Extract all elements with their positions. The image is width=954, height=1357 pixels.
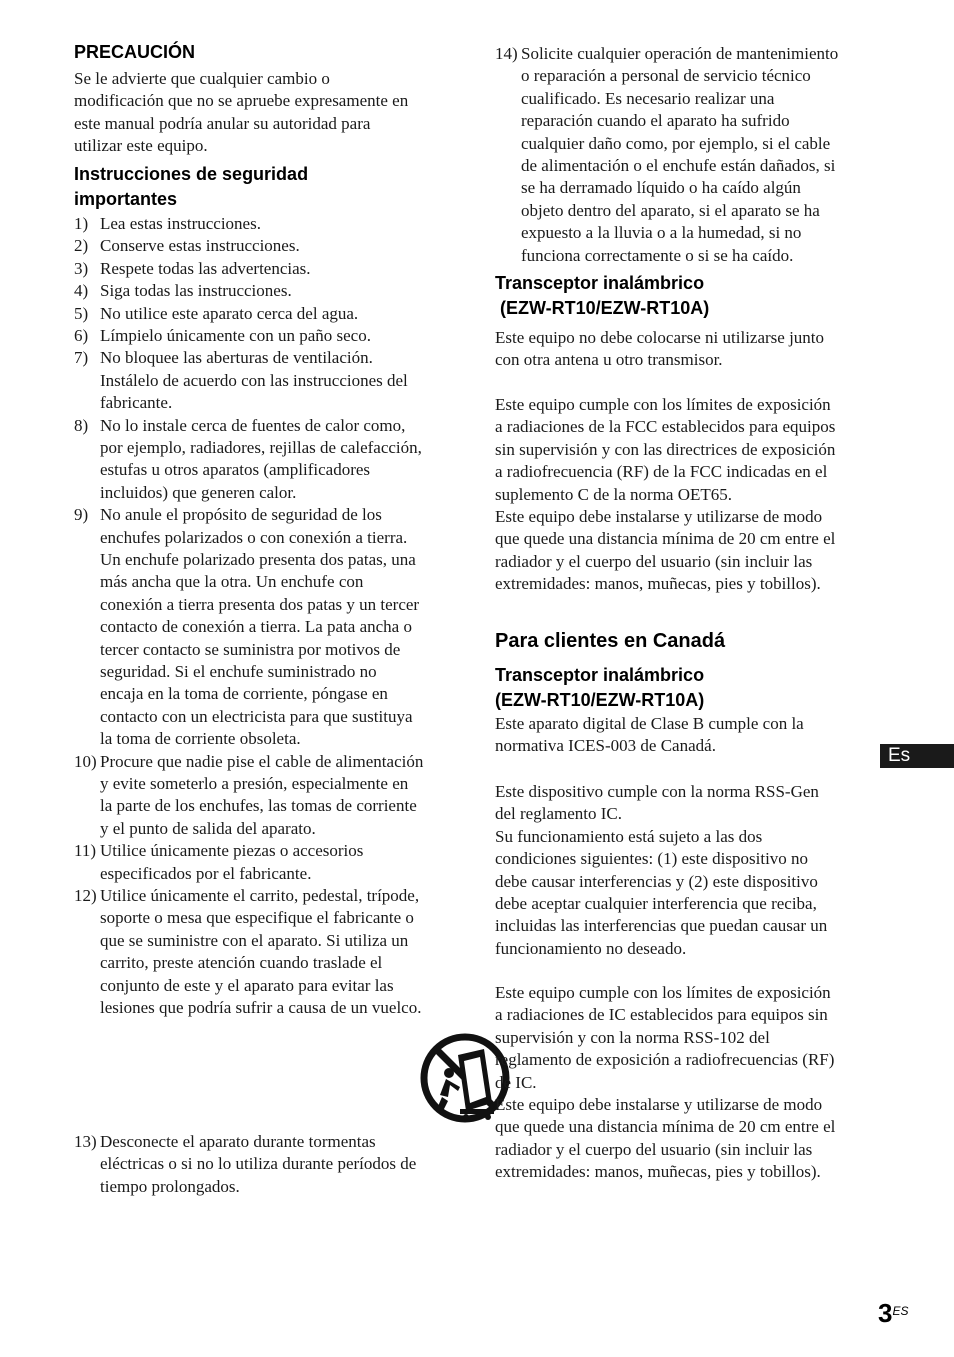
language-tab: Es <box>880 744 954 768</box>
canada-heading: Para clientes en Canadá <box>495 630 726 652</box>
text-line: Este equipo cumple con los límites de exposición <box>495 983 831 1002</box>
list-number: 1) <box>74 214 89 233</box>
text-line: Desconecte el aparato durante tormentas <box>100 1132 376 1151</box>
text-line: Este equipo cumple con los límites de exposición <box>495 395 831 414</box>
text-line: sin supervisión y con las directrices de exposición <box>495 439 836 459</box>
text-line: supervisión y con la norma RSS-102 del <box>495 1027 770 1047</box>
text-line: seguridad. Si el enchufe suministrado no <box>100 661 377 681</box>
precaucion-heading: PRECAUCIÓN <box>74 42 196 62</box>
text-line: No anule el propósito de seguridad de los <box>100 505 382 525</box>
text-line: Solicite cualquier operación de mantenimiento <box>521 44 839 63</box>
text-line: eléctricas o si no lo utiliza durante períodos de <box>100 1154 417 1174</box>
text-line: Respete todas las advertencias. <box>100 258 311 278</box>
list-number: 13) <box>74 1132 97 1151</box>
text-line: la toma de corriente obsoleta. <box>100 729 301 749</box>
text-line: y evite someterlo a presión, especialmente en <box>100 773 409 793</box>
text-line: Instálelo de acuerdo con las instrucciones del <box>100 370 408 390</box>
text-line: especificados por el fabricante. <box>100 863 312 883</box>
precaucion-text: Se le advierte que cualquier cambio o modificación que no se apruebe expresamente en este manual podría anular su autoridad para utilizar este equipo. <box>74 69 409 156</box>
text-line: tiempo prolongados. <box>100 1176 240 1196</box>
text-line: Conserve estas instrucciones. <box>100 236 300 256</box>
text-line: Lea estas instrucciones. <box>100 214 261 233</box>
text-line: funcionamiento no deseado. <box>495 938 687 958</box>
text-line: o reparación a personal de servicio técnico <box>521 66 811 86</box>
text-line: se ha derramado líquido o ha caído algún <box>521 178 801 198</box>
transceptor-paragraph-1 <box>495 327 824 372</box>
text-line: contacto de conexión a tierra. La pata ancha o <box>100 617 412 637</box>
list-text <box>100 303 358 325</box>
list-number: 9) <box>74 505 89 525</box>
text-line: a radiaciones de IC establecidos para equipos sin <box>495 1005 828 1025</box>
text-line: conjunto de este y el aparato para evitar las <box>100 975 394 995</box>
list-text <box>521 43 838 267</box>
list-text <box>100 235 300 257</box>
text-line: reglamento de exposición a radiofrecuencias (RF) <box>495 1050 835 1070</box>
text-line: la parte de los enchufes, las tomas de corriente <box>100 796 417 816</box>
text-line: No lo instale cerca de fuentes de calor como, <box>100 415 406 435</box>
list-number: 4) <box>74 281 89 301</box>
text-line: Este equipo debe instalarse y utilizarse de modo <box>495 1094 823 1114</box>
transceptor-paragraph-2 <box>495 394 835 596</box>
text-line: incluidos) que generen calor. <box>100 482 297 502</box>
text-line: lesiones que podría sufrir a causa de un vuelco. <box>100 997 422 1017</box>
list-text <box>100 280 292 302</box>
text-line: expuesto a la lluvia o a la humedad, si no <box>521 223 802 243</box>
text-line: del reglamento IC. <box>495 804 622 824</box>
text-line: cualquier daño como, por ejemplo, si el cable <box>521 133 831 153</box>
text-line: y el punto de salida del aparato. <box>100 818 316 838</box>
text-line: más ancha que la otra. Un enchufe con <box>100 572 364 592</box>
list-number: 14) <box>495 44 518 63</box>
text-line: funciona correctamente o si se ha caído. <box>521 245 794 265</box>
text-line: extremidades: manos, muñecas, pies y tobillos). <box>495 1162 821 1182</box>
text-line: que quede una distancia mínima de 20 cm entre el <box>495 529 836 549</box>
text-line: extremidades: manos, muñecas, pies y tobillos). <box>495 574 821 594</box>
list-text <box>100 751 423 841</box>
text-line: conexión a tierra presenta dos patas y un tercer <box>100 594 420 614</box>
text-line: radiador y el cuerpo del usuario (sin incluir las <box>495 1139 813 1159</box>
list-text <box>100 840 363 885</box>
text-line: tercer contacto se suministra por motivos de <box>100 639 401 659</box>
text-line: suplemento C de la norma OET65. <box>495 484 733 504</box>
text-line: normativa ICES-003 de Canadá. <box>495 736 716 756</box>
list-text <box>100 347 408 414</box>
text-line: objeto dentro del aparato, si el aparato se ha <box>521 200 820 220</box>
text-line: Un enchufe polarizado presenta dos patas, una <box>100 549 416 569</box>
text-line: a radiaciones de la FCC establecidos para equipos <box>495 417 836 437</box>
text-line: de IC. <box>495 1072 537 1092</box>
canada-paragraph-1 <box>495 713 804 758</box>
instrucciones-heading: Instrucciones de seguridad importantes <box>74 164 309 209</box>
text-line: Procure que nadie pise el cable de alimentación <box>100 751 424 771</box>
text-line: con otra antena u otro transmisor. <box>495 350 723 370</box>
canada-subheading: Transceptor inalámbrico (EZW-RT10/EZW-RT10A) <box>495 665 705 710</box>
text-line: Su funcionamiento está sujeto a las dos <box>495 826 763 846</box>
text-line: condiciones siguientes: (1) este dispositivo no <box>495 849 809 869</box>
text-line: No utilice este aparato cerca del agua. <box>100 303 359 323</box>
list-number: 3) <box>74 258 89 278</box>
list-number: 8) <box>74 415 89 435</box>
text-line: fabricante. <box>100 393 173 413</box>
list-number: 11) <box>74 841 97 861</box>
text-line: Utilice únicamente el carrito, pedestal, trípode, <box>100 886 420 905</box>
text-line: que se suministre con el aparato. Si utiliza un <box>100 930 409 950</box>
list-number: 6) <box>74 326 89 345</box>
text-line: carrito, preste atención cuando traslade el <box>100 953 383 973</box>
text-line: Este dispositivo cumple con la norma RSS-Gen <box>495 782 819 801</box>
text-line: enchufes polarizados o con conexión a tierra. <box>100 527 408 547</box>
transceptor-heading: Transceptor inalámbrico (EZW-RT10/EZW-RT10A) <box>495 273 710 318</box>
text-line: soporte o mesa que especifique el fabricante o <box>100 908 414 928</box>
text-line: estufas u otros aparatos (amplificadores <box>100 460 371 480</box>
list-number: 5) <box>74 303 89 323</box>
page-number: $3^{ES}$ <box>878 1298 909 1328</box>
text-line: Límpielo únicamente con un paño seco. <box>100 326 371 345</box>
text-line: por ejemplo, radiadores, rejillas de calefacción, <box>100 437 422 457</box>
text-line: encaja en la toma de corriente, póngase en <box>100 684 388 704</box>
list-number: 2) <box>74 236 89 256</box>
canada-paragraph-2 <box>495 781 827 960</box>
text-line: radiador y el cuerpo del usuario (sin incluir las <box>495 551 813 571</box>
list-text <box>100 504 419 750</box>
text-line: No bloquee las aberturas de ventilación. <box>100 348 373 368</box>
text-line: contacto con un electricista para que sustituya <box>100 706 413 726</box>
text-line: Utilice únicamente piezas o accesorios <box>100 841 364 861</box>
text-line: reparación cuando el aparato ha sufrido <box>521 111 790 131</box>
list-number: 7) <box>74 348 89 368</box>
list-number: 10) <box>74 751 97 771</box>
text-line: debe causar interferencias y (2) este dispositivo <box>495 871 818 891</box>
text-line: Este equipo debe instalarse y utilizarse de modo <box>495 506 823 526</box>
canada-paragraph-3 <box>495 982 835 1184</box>
list-text <box>100 258 311 280</box>
text-line: incluidas las interferencias que puedan causar un <box>495 916 828 936</box>
text-line: Este equipo no debe colocarse ni utilizarse junto <box>495 328 825 347</box>
text-line: cualificado. Es necesario realizar una <box>521 88 775 108</box>
list-text <box>100 1131 416 1198</box>
list-text <box>100 213 261 235</box>
list-text <box>100 885 421 1019</box>
text-line: debe aceptar cualquier interferencia que reciba, <box>495 893 817 913</box>
text-line: Este aparato digital de Clase B cumple con la <box>495 714 804 733</box>
list-text <box>100 325 371 347</box>
list-number: 12) <box>74 886 97 905</box>
text-line: que quede una distancia mínima de 20 cm entre el <box>495 1117 836 1137</box>
list-text <box>100 415 422 505</box>
text-line: a radiofrecuencia (RF) de la FCC indicadas en el <box>495 462 828 482</box>
text-line: de alimentación o el enchufe están dañados, si <box>521 155 836 175</box>
text-line: Siga todas las instrucciones. <box>100 281 292 301</box>
